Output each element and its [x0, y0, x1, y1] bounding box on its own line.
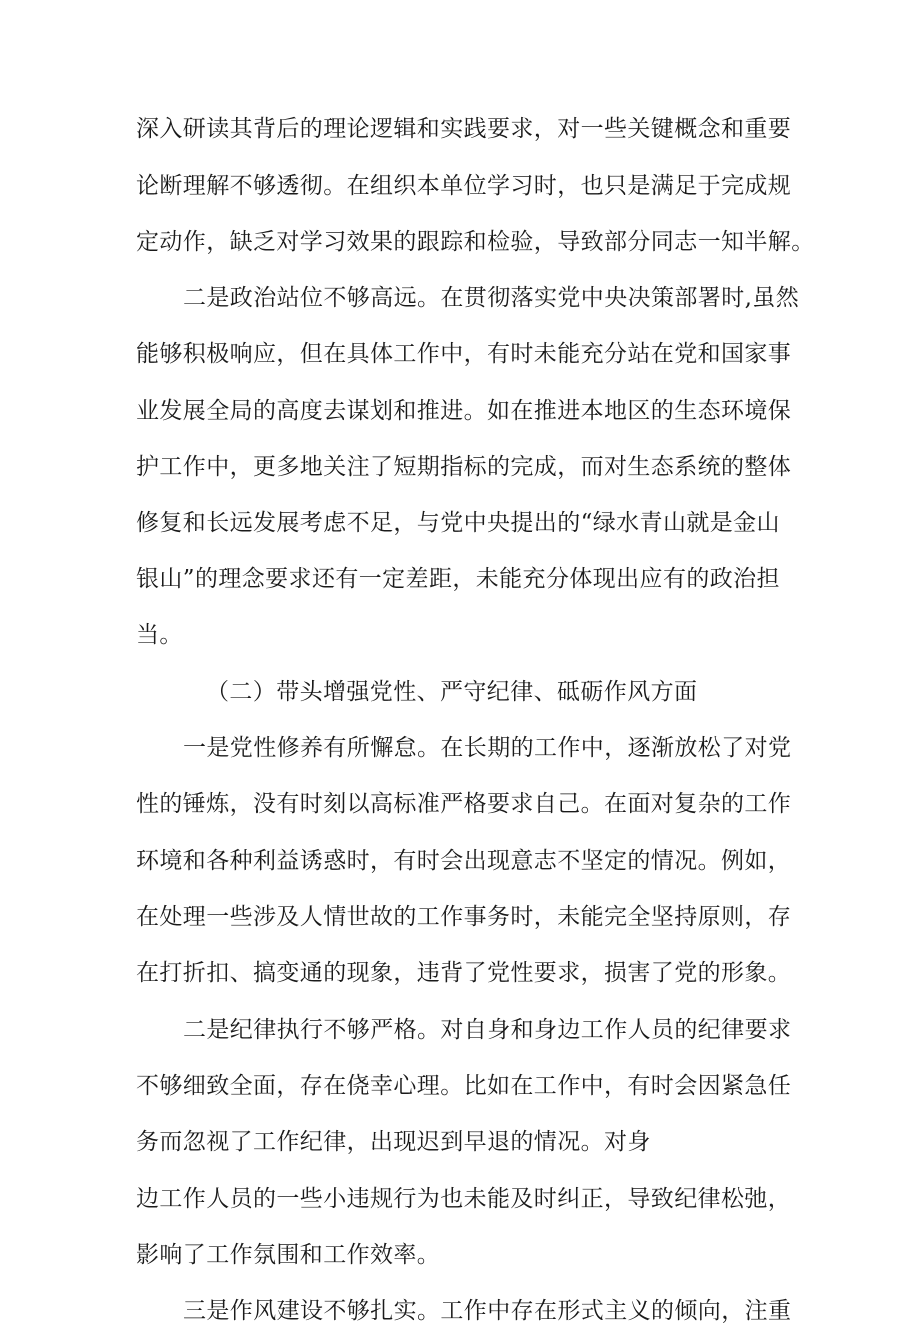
paragraph-line: 二是政治站位不够高远。在贯彻落实党中央决策部署时,虽然: [183, 285, 800, 311]
paragraph-line: 二是纪律执行不够严格。对自身和身边工作人员的纪律要求: [183, 1017, 792, 1043]
section-heading: （二）带头增强党性、严守纪律、砥砺作风方面: [206, 679, 698, 705]
paragraph-line: 当。: [136, 622, 183, 648]
paragraph-line: 护工作中，更多地关注了短期指标的完成，而对生态系统的整体: [136, 454, 792, 480]
paragraph-line: 在处理一些涉及人情世故的工作事务时，未能完全坚持原则，存: [136, 904, 792, 930]
paragraph-line: 深入研读其背后的理论逻辑和实践要求，对一些关键概念和重要: [136, 116, 792, 142]
paragraph-line: 在打折扣、搞变通的现象，违背了党性要求，损害了党的形象。: [136, 960, 792, 986]
paragraph-line: 修复和长远发展考虑不足，与党中央提出的“绿水青山就是金山: [136, 510, 780, 536]
paragraph-line: 银山”的理念要求还有一定差距，未能充分体现出应有的政治担: [136, 566, 780, 592]
paragraph-line: 能够积极响应，但在具体工作中，有时未能充分站在党和国家事: [136, 341, 792, 367]
paragraph-line: 论断理解不够透彻。在组织本单位学习时，也只是满足于完成规: [136, 173, 792, 199]
paragraph-line: 定动作，缺乏对学习效果的跟踪和检验，导致部分同志一知半解。: [136, 229, 815, 255]
paragraph-line: 一是党性修养有所懈怠。在长期的工作中，逐渐放松了对党: [183, 735, 792, 761]
paragraph-line: 边工作人员的一些小违规行为也未能及时纠正，导致纪律松弛，: [136, 1186, 792, 1212]
paragraph-line: 影响了工作氛围和工作效率。: [136, 1242, 441, 1268]
paragraph-line: 性的锤炼，没有时刻以高标准严格要求自己。在面对复杂的工作: [136, 791, 792, 817]
paragraph-line: 不够细致全面，存在侥幸心理。比如在工作中，有时会因紧急任: [136, 1073, 792, 1099]
paragraph-line: 环境和各种利益诱惑时，有时会出现意志不坚定的情况。例如，: [136, 848, 792, 874]
paragraph-line: 务而忽视了工作纪律，出现迟到早退的情况。对身: [136, 1129, 651, 1155]
paragraph-line: 三是作风建设不够扎实。工作中存在形式主义的倾向，注重: [183, 1298, 792, 1324]
paragraph-line: 业发展全局的高度去谋划和推进。如在推进本地区的生态环境保: [136, 398, 792, 424]
